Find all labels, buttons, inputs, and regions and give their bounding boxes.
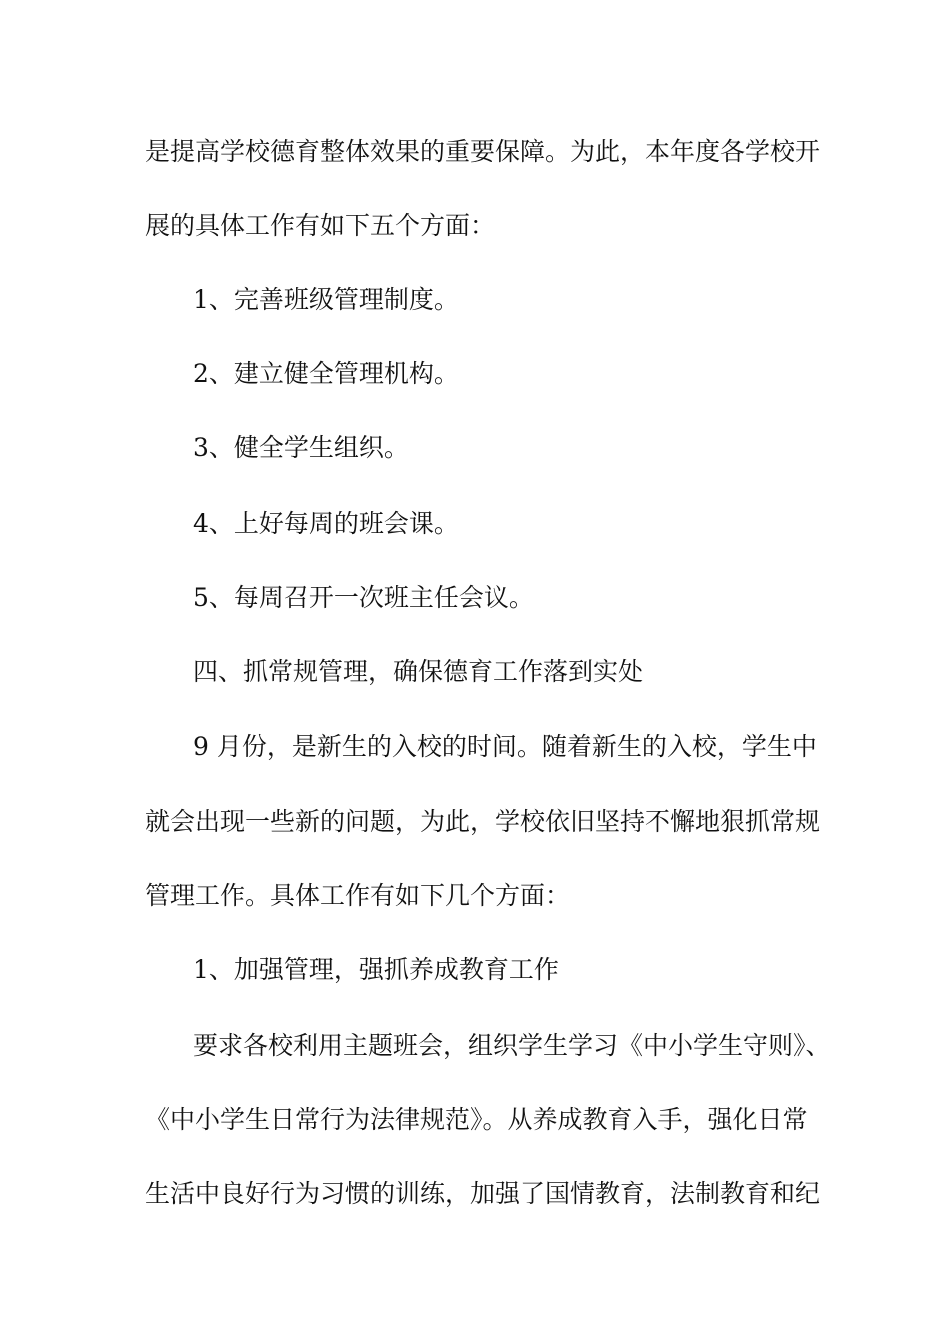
paragraph-line: 是提高学校德育整体效果的重要保障。为此，本年度各学校开 (145, 137, 821, 166)
subsection-heading: 1、加强管理，强抓养成教育工作 (193, 955, 559, 984)
paragraph-line: 就会出现一些新的问题，为此，学校依旧坚持不懈地狠抓常规 (145, 807, 821, 836)
paragraph-line: 9 月份，是新生的入校的时间。随着新生的入校，学生中 (193, 732, 817, 761)
paragraph-line: 生活中良好行为习惯的训练，加强了国情教育，法制教育和纪 (145, 1179, 821, 1208)
list-item: 1、完善班级管理制度。 (193, 285, 459, 314)
paragraph-line: 展的具体工作有如下五个方面： (145, 211, 496, 240)
paragraph-line: 管理工作。具体工作有如下几个方面： (145, 881, 571, 910)
section-heading: 四、抓常规管理，确保德育工作落到实处 (193, 657, 644, 686)
list-item: 2、建立健全管理机构。 (193, 359, 459, 388)
list-item: 3、健全学生组织。 (193, 433, 409, 462)
list-item: 5、每周召开一次班主任会议。 (193, 583, 534, 612)
paragraph-line: 《中小学生日常行为法律规范》。从养成教育入手，强化日常 (145, 1105, 808, 1134)
paragraph-line: 要求各校利用主题班会，组织学生学习《中小学生守则》、 (193, 1031, 831, 1060)
list-item: 4、上好每周的班会课。 (193, 509, 459, 538)
